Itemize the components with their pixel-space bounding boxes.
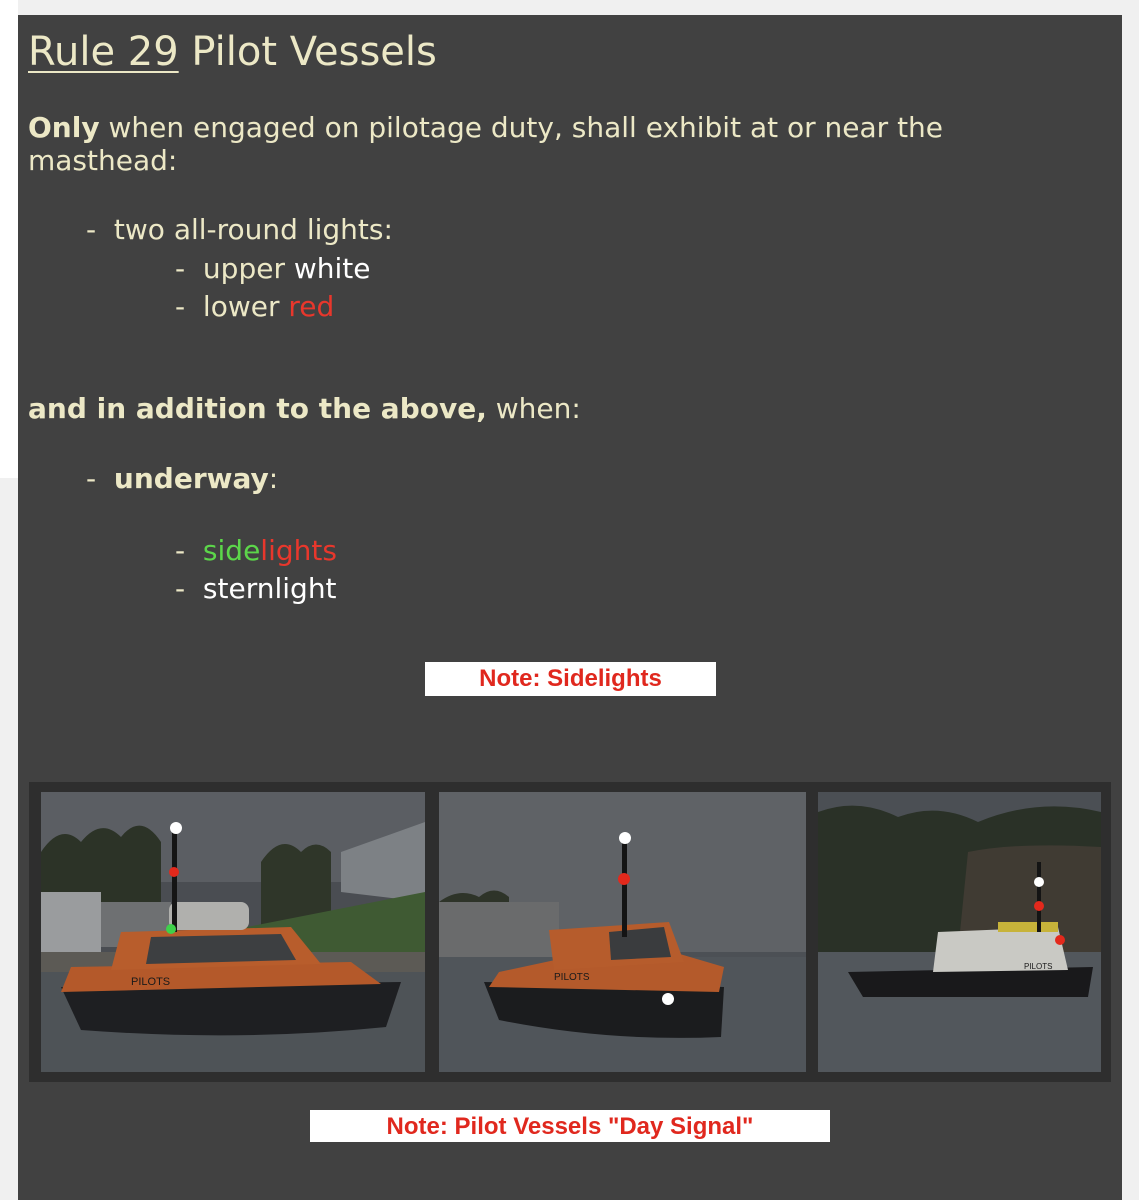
list-item-sidelights [175, 533, 337, 569]
hull-text: PILOTS [1024, 962, 1053, 971]
page-margin-strip [0, 0, 18, 478]
photo-pilot-boat-1 [41, 792, 425, 1072]
photo-pilot-boat-2 [439, 792, 806, 1072]
photo-pilot-boat-3 [818, 792, 1101, 1072]
addition-text: when: [486, 392, 581, 425]
bullet: - [175, 290, 186, 323]
lower-prefix: lower [202, 290, 289, 323]
intro-paragraph [28, 111, 1078, 177]
list-item-lower-red [175, 289, 334, 325]
underway-label: underway [113, 462, 269, 495]
rule-name: Pilot Vessels [191, 29, 437, 75]
hull-text: PILOTS [131, 976, 171, 988]
upper-color-word: white [293, 252, 371, 285]
photo-strip [29, 782, 1111, 1082]
masthead-lights-heading [86, 212, 393, 248]
intro-text: when engaged on pilotage duty, shall exhibit at or near the masthead: [28, 111, 944, 177]
list-item-upper-white [175, 251, 371, 287]
lower-color-word: red [288, 290, 335, 323]
note-sidelights: Note: Sidelights [425, 662, 716, 696]
sidelights-part-side: side [202, 534, 261, 567]
sidelights-part-lights: lights [260, 534, 337, 567]
underway-heading [86, 461, 278, 497]
addition-paragraph [28, 391, 581, 427]
addition-bold: and in addition to the above, [28, 392, 487, 425]
bullet: - [86, 213, 97, 246]
content-panel [18, 15, 1122, 1200]
page-title [28, 27, 437, 77]
underway-colon: : [268, 462, 279, 495]
bullet: - [86, 462, 97, 495]
sternlight-label: sternlight [202, 572, 337, 605]
rule-number-link[interactable]: Rule 29 [28, 29, 179, 75]
bullet: - [175, 534, 186, 567]
note-day-signal: Note: Pilot Vessels "Day Signal" [310, 1110, 830, 1142]
masthead-lights-label: two all-round lights: [113, 213, 393, 246]
upper-prefix: upper [202, 252, 294, 285]
bullet: - [175, 572, 186, 605]
bullet: - [175, 252, 186, 285]
list-item-sternlight [175, 571, 337, 607]
intro-emphasis: Only [28, 111, 100, 144]
hull-text: PILOTS [554, 972, 590, 983]
